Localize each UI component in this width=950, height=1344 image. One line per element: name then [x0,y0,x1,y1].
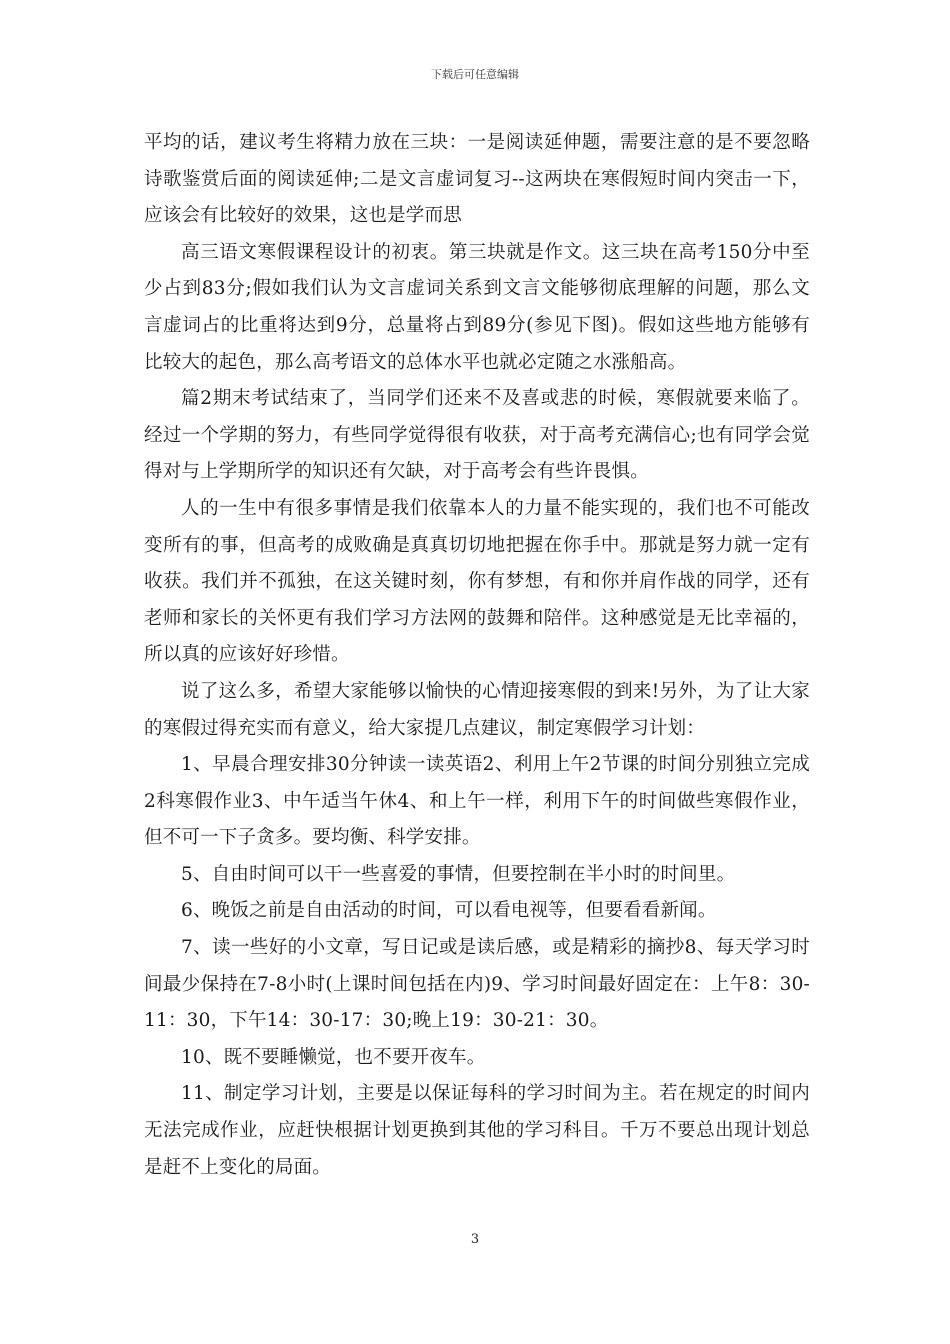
page-number: 3 [470,1232,480,1247]
paragraph-8: 6、晚饭之前是自由活动的时间，可以看电视等，但要看看新闻。 [181,900,717,922]
paragraph-11: 11、制定学习计划，主要是以保证每科的学习时间为主。若在规定的时间内无法完成作业，应赶快根据计划更换到其他的学习科目。千万不要总出现计划总是赶不上变化的局面。 [144,1083,810,1178]
paragraph-1: 平均的话，建议考生将精力放在三块：一是阅读延伸题，需要注意的是不要忽略诗歌鉴赏后面的阅读延伸;二是文言虚词复习--这两块在寒假短时间内突击一下，应该会有比较好的效果，这也是学而思 [144,132,810,227]
paragraph-5: 说了这么多，希望大家能够以愉快的心情迎接寒假的到来!另外，为了让大家的寒假过得充实而有意义，给大家提几点建议，制定寒假学习计划： [144,680,810,739]
paragraph-7: 5、自由时间可以干一些喜爱的事情，但要控制在半小时的时间里。 [181,863,736,885]
paragraph-10: 10、既不要睡懒觉，也不要开夜车。 [181,1046,486,1068]
paragraph-4: 人的一生中有很多事情是我们依靠本人的力量不能实现的，我们也不可能改变所有的事，但高考的成败确是真真切切地把握在你手中。那就是努力就一定有收获。我们并不孤独，在这关键时刻，你有梦想，有和你并肩作战的同学，还有老师和家长的关怀更有我们学习方法网的鼓舞和陪伴。这种感觉是无比幸福的，所以真的应该好好珍惜。 [144,497,810,666]
paragraph-6: 1、早晨合理安排30分钟读一读英语2、利用上午2节课的时间分别独立完成2科寒假作业3、中午适当午休4、和上午一样，利用下午的时间做些寒假作业，但不可一下子贪多。要均衡、科学安排。 [144,754,810,849]
document-body [144,125,810,1186]
paragraph-3: 篇2期末考试结束了，当同学们还来不及喜或悲的时候，寒假就要来临了。经过一个学期的努力，有些同学觉得很有收获，对于高考充满信心;也有同学会觉得对与上学期所学的知识还有欠缺，对于高考会有些许畏惧。 [144,388,810,483]
paragraph-9: 7、读一些好的小文章，写日记或是读后感，或是精彩的摘抄8、每天学习时间最少保持在7-8小时(上课时间包括在内)9、学习时间最好固定在：上午8：30-11：30，下午14：30-17：30;晚上19：30-21：30。 [144,937,810,1032]
paragraph-2: 高三语文寒假课程设计的初衷。第三块就是作文。这三块在高考150分中至少占到83分;假如我们认为文言虚词关系到文言文能够彻底理解的问题，那么文言虚词占的比重将达到9分，总量将占到89分(参见下图)。假如这些地方能够有比较大的起色，那么高考语文的总体水平也就必定随之水涨船高。 [144,241,810,373]
page-header: 下载后可任意编辑 [431,68,519,81]
